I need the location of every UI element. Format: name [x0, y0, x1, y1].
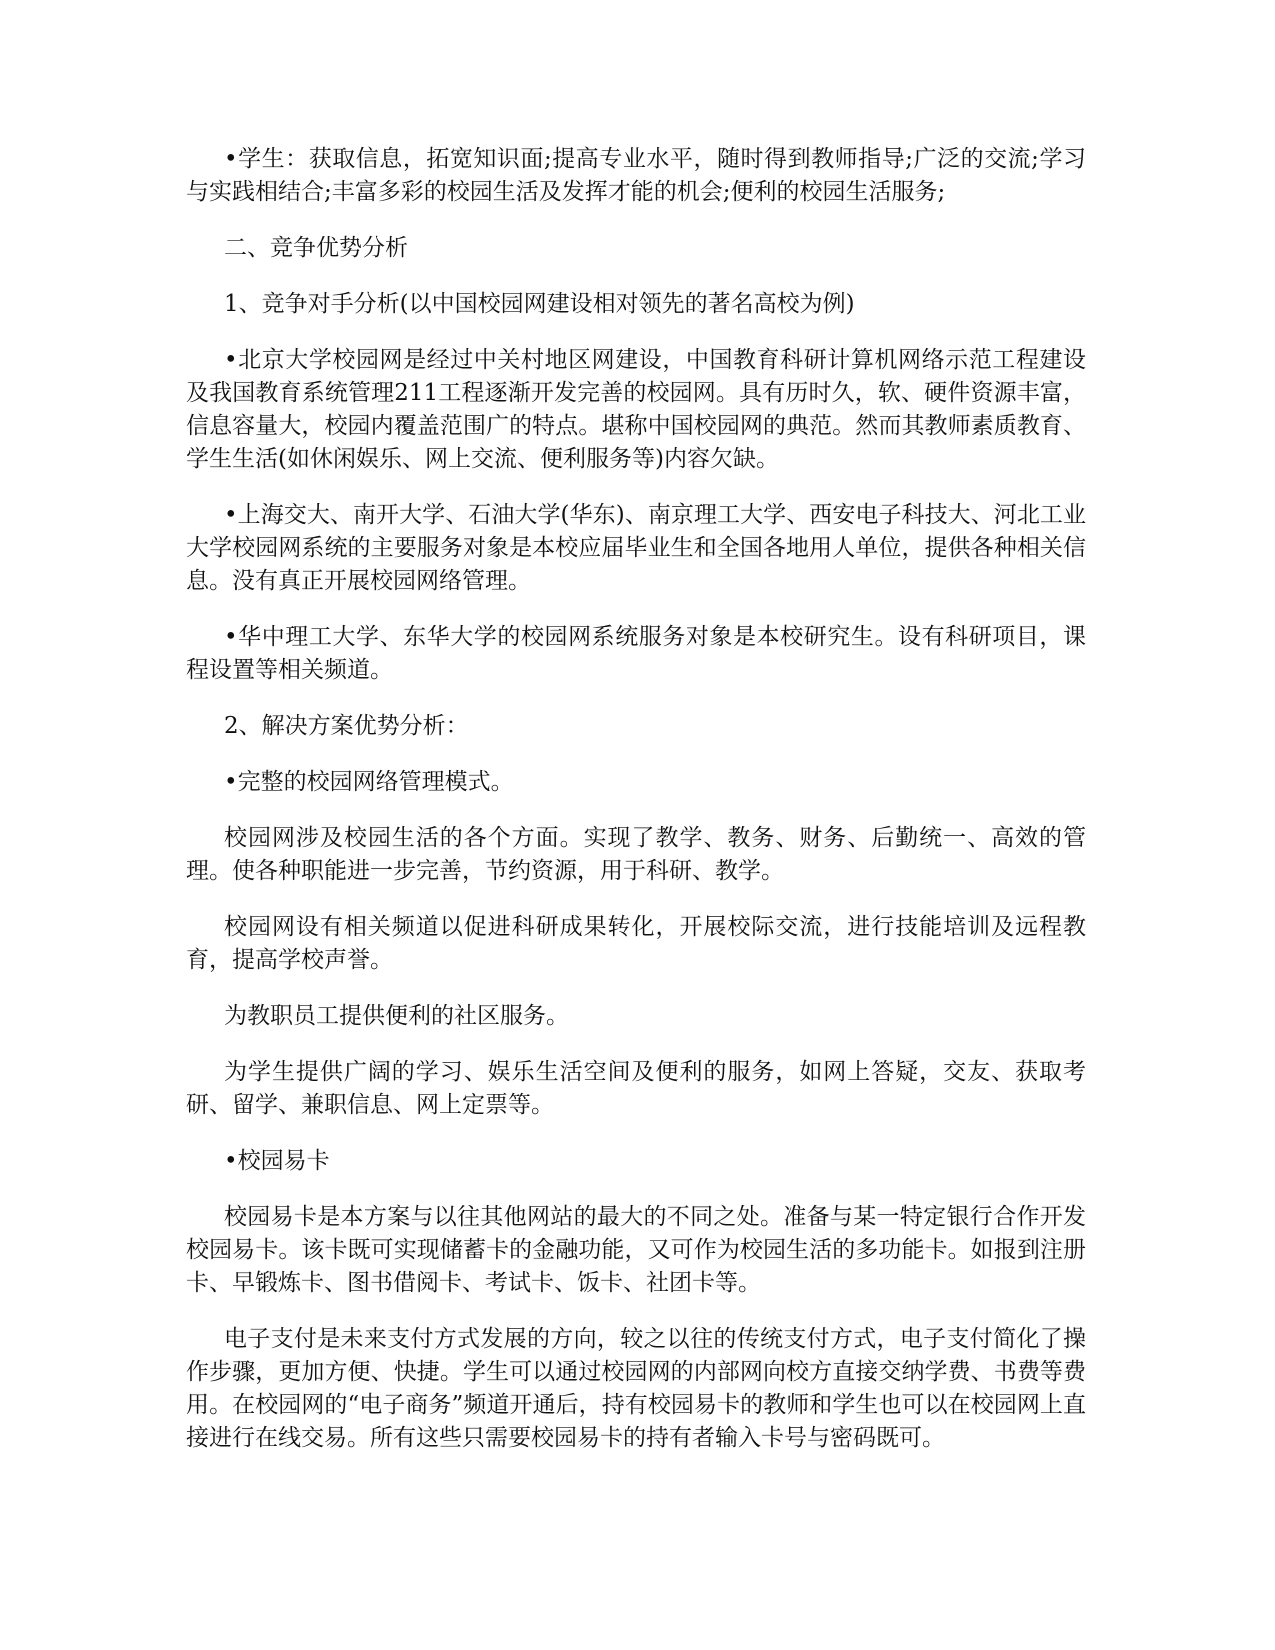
subheading-solution-advantages: 2、解决方案优势分析：: [224, 713, 469, 739]
paragraph-student-services: 为学生提供广阔的学习、娱乐生活空间及便利的服务，如网上答疑，交友、获取考研、留学、兼职信息、网上定票等。: [186, 1059, 1086, 1118]
paragraph-huazhong-donghua: •华中理工大学、东华大学的校园网系统服务对象是本校研究生。设有科研项目，课程设置等相关频道。: [186, 624, 1086, 683]
bullet-campus-card: •校园易卡: [224, 1148, 330, 1174]
paragraph-staff-services: 为教职员工提供便利的社区服务。: [224, 1003, 569, 1029]
bullet-management-mode: •完整的校园网络管理模式。: [224, 769, 514, 795]
document-page: [186, 143, 1086, 1478]
paragraph-electronic-payment: 电子支付是未来支付方式发展的方向，较之以往的传统支付方式，电子支付简化了操作步骤，更加方便、快捷。学生可以通过校园网的内部网向校方直接交纳学费、书费等费用。在校园网的“电子商务”频道开通后，持有校园易卡的教师和学生也可以在校园网上直接进行在线交易。所有这些只需要校园易卡的持有者输入卡号与密码既可。: [186, 1326, 1086, 1451]
paragraph-other-universities: •上海交大、南开大学、石油大学(华东)、南京理工大学、西安电子科技大、河北工业大学校园网系统的主要服务对象是本校应届毕业生和全国各地用人单位，提供各种相关信息。没有真正开展校园网络管理。: [186, 502, 1086, 594]
subheading-competitor-analysis: 1、竞争对手分析(以中国校园网建设相对领先的著名高校为例): [224, 291, 855, 317]
paragraph-campus-card-description: 校园易卡是本方案与以往其他网站的最大的不同之处。准备与某一特定银行合作开发校园易卡。该卡既可实现储蓄卡的金融功能，又可作为校园生活的多功能卡。如报到注册卡、早锻炼卡、图书借阅卡、考试卡、饭卡、社团卡等。: [186, 1204, 1086, 1296]
section-heading-competitive-advantage: 二、竞争优势分析: [224, 235, 408, 261]
paragraph-peking-university: •北京大学校园网是经过中关村地区网建设，中国教育科研计算机网络示范工程建设及我国教育系统管理211工程逐渐开发完善的校园网。具有历时久，软、硬件资源丰富，信息容量大，校园内覆盖范围广的特点。堪称中国校园网的典范。然而其教师素质教育、学生生活(如休闲娱乐、网上交流、便利服务等)内容欠缺。: [186, 347, 1086, 472]
paragraph-campus-management: 校园网涉及校园生活的各个方面。实现了教学、教务、财务、后勤统一、高效的管理。使各种职能进一步完善，节约资源，用于科研、教学。: [186, 825, 1086, 884]
paragraph-students: •学生：获取信息，拓宽知识面;提高专业水平，随时得到教师指导;广泛的交流;学习与实践相结合;丰富多彩的校园生活及发挥才能的机会;便利的校园生活服务;: [186, 146, 1086, 205]
paragraph-research-channels: 校园网设有相关频道以促进科研成果转化，开展校际交流，进行技能培训及远程教育，提高学校声誉。: [186, 914, 1086, 973]
